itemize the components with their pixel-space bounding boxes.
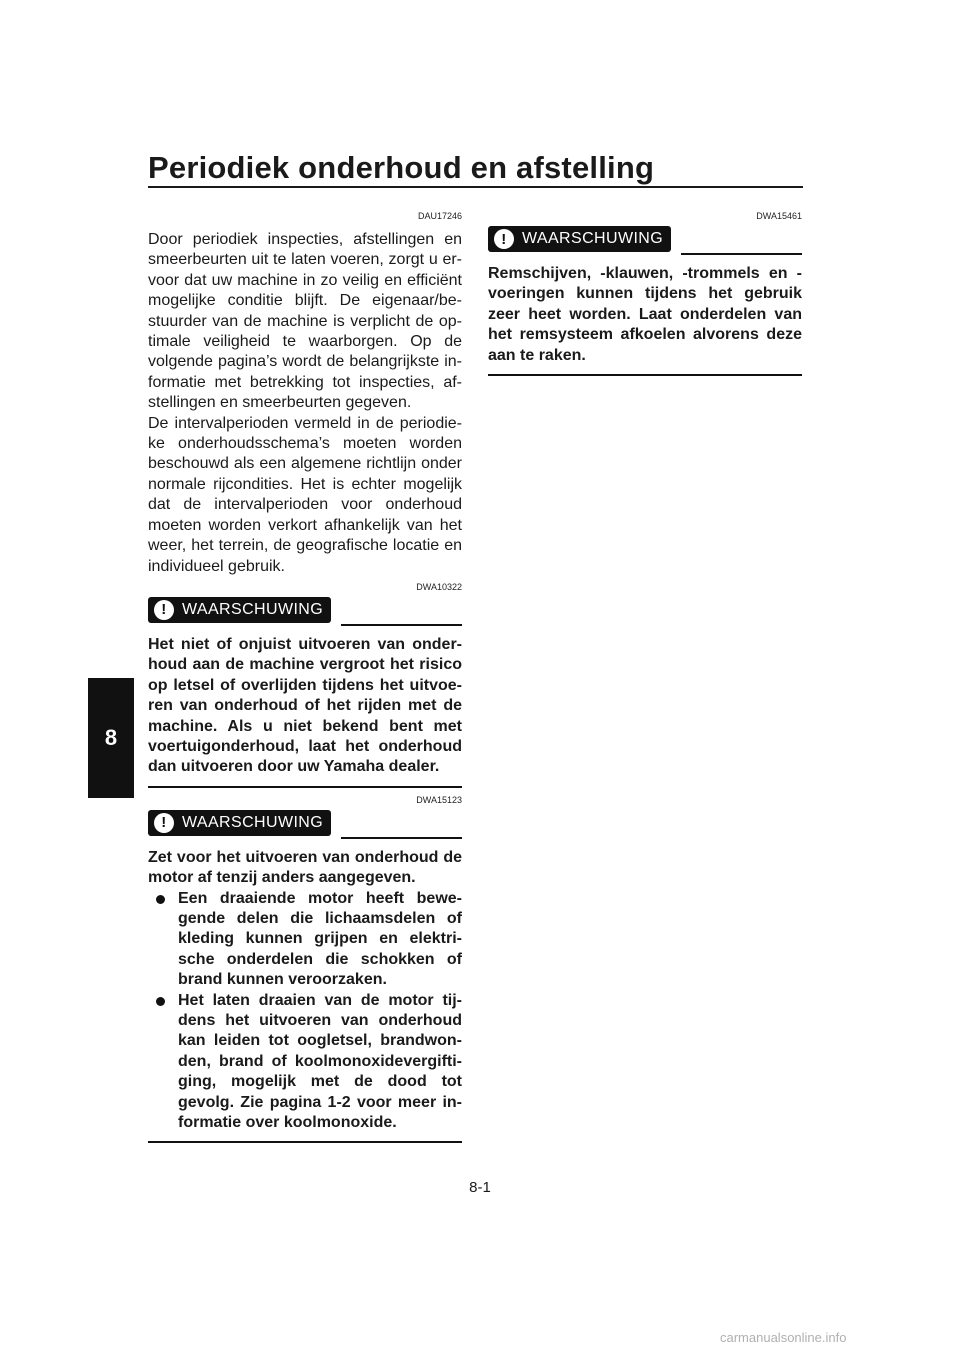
warning-rule [341, 624, 462, 626]
right-column [488, 210, 802, 376]
title-rule [148, 186, 803, 188]
warning-icon: ! [154, 600, 174, 620]
warning-label: WAARSCHUWING [182, 600, 324, 618]
intro-paragraph-2: De intervalperioden vermeld in de periodie-ke onderhoudsschema’s moeten worden beschouwd als een algemene richtlijn onder normale rijcondities. Het is echter mogelijk dat de intervalperioden voor onderhoud moeten worden verkort afhankelijk van het weer, het terrein, de geografische locatie en individueel gebruik. [148, 414, 462, 575]
intro-paragraph-1: Door periodiek inspecties, afstellingen en smeerbeurten uit te laten voeren, zorgt u er-voor dat uw machine in zo veilig en efficiënt mogelijke conditie blijft. De eigenaar/be-stuurder van de machine is verplicht de op-timale veiligheid te waarborgen. Op de volgende pagina’s wordt de belangrijkste in-formatie met betrekking tot inspecties, af-stellingen en smeerbeurten gegeven. [148, 231, 462, 412]
warning-code: DWA15461 [756, 211, 802, 221]
warning-badge [488, 226, 671, 252]
page-number: 8-1 [469, 1179, 491, 1196]
list-item [148, 991, 462, 1134]
warning-text: Zet voor het uitvoeren van onderhoud de motor af tenzij anders aangegeven. [148, 848, 462, 887]
chapter-tab: 8 [88, 678, 134, 798]
warning-icon: ! [494, 229, 514, 249]
section-code: DAU17246 [417, 211, 462, 221]
warning-text: Het niet of onjuist uitvoeren van onder-houd aan de machine vergroot het risico op letsel of overlijden tijdens het uitvoe-ren van onderhoud of het rijden met de machine. Als u niet bekend bent met voertuigonderhoud, laat het onderhoud dan uitvoeren door uw Yamaha dealer. [148, 635, 462, 776]
warning-header [488, 226, 802, 252]
warning-icon: ! [154, 813, 174, 833]
warning-code: DWA15123 [416, 794, 462, 805]
warning-code: DWA10322 [416, 581, 462, 592]
warning-bullet-list [148, 889, 462, 1134]
warning-end-rule [488, 374, 802, 376]
watermark: carmanualsonline.info [720, 1330, 847, 1345]
warning-label: WAARSCHUWING [522, 230, 664, 247]
warning-rule [341, 837, 462, 839]
bullet-icon [156, 895, 165, 904]
warning-text: Remschijven, -klauwen, -trommels en -voeringen kunnen tijdens het gebruik zeer heet worden. Laat onderdelen van het remsysteem afkoelen alvorens deze aan te raken. [488, 265, 802, 364]
warning-header [148, 597, 462, 623]
warning-rule [681, 253, 802, 255]
left-column [148, 210, 462, 1143]
list-item [148, 889, 462, 991]
warning-end-rule [148, 786, 462, 788]
list-item-text: Het laten draaien van de motor tij-dens het uitvoeren van onderhoud kan leiden tot oogletsel, brandwon-den, brand of koolmonoxidevergifti-ging, mogelijk met de dood tot gevolg. Zie pagina 1-2 voor meer in-formatie over koolmonoxide. [178, 991, 462, 1132]
warning-label: WAARSCHUWING [182, 813, 324, 831]
page-title: Periodiek onderhoud en afstelling [148, 150, 655, 185]
warning-badge [148, 597, 331, 623]
bullet-icon [156, 997, 165, 1006]
warning-header [148, 810, 462, 836]
warning-end-rule [148, 1141, 462, 1143]
list-item-text: Een draaiende motor heeft bewe-gende delen die lichaamsdelen of kleding kunnen grijpen en elektri-sche onderdelen die schokken of brand kunnen veroorzaken. [178, 889, 462, 989]
warning-badge [148, 810, 331, 836]
